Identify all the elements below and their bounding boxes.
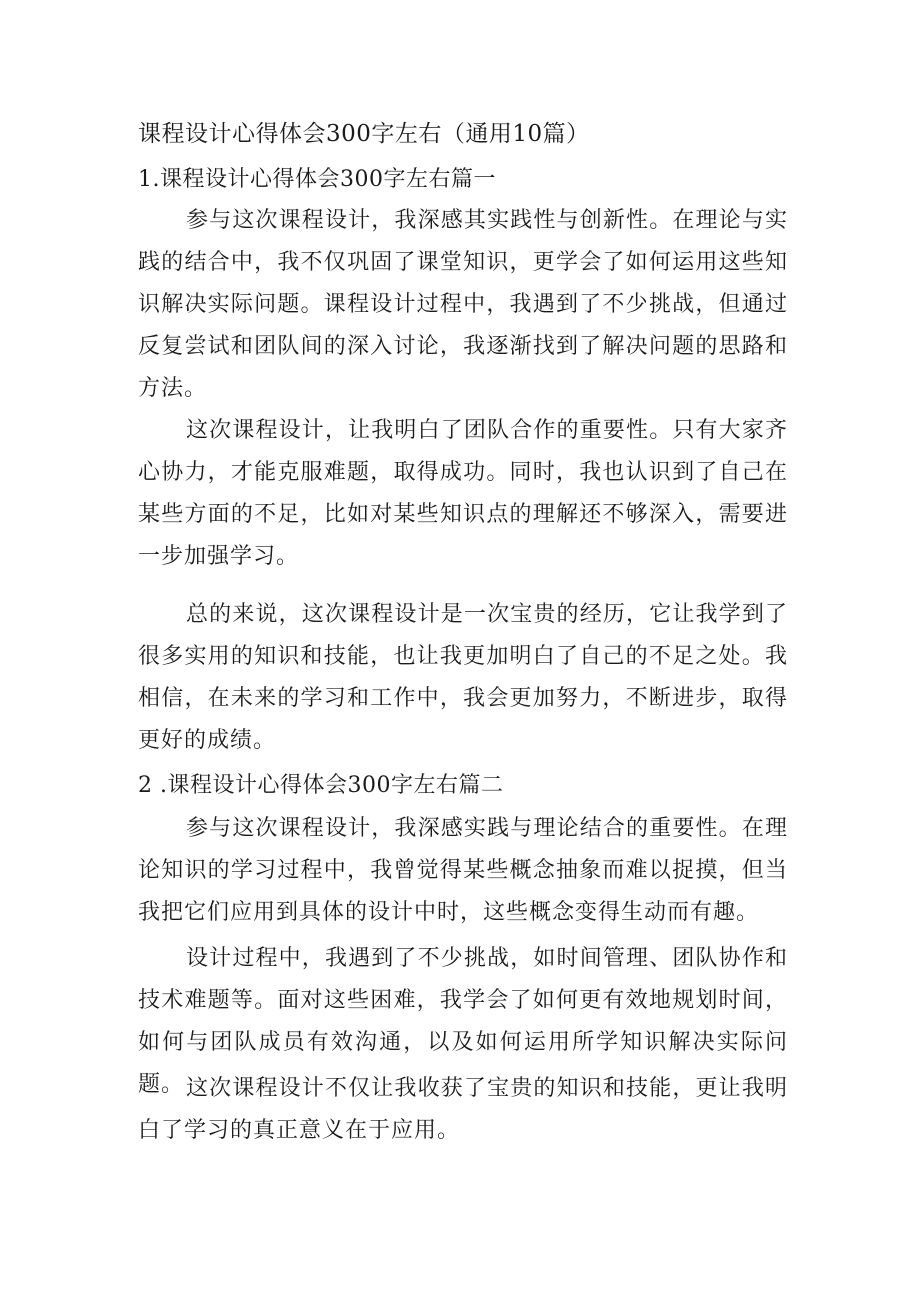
paragraph: 这次课程设计不仅让我收获了宝贵的知识和技能，更让我明白了学习的真正意义在于应用。 [138, 1076, 788, 1143]
document-title: 课程设计心得体会300字左右（通用10篇） [138, 121, 590, 147]
section-heading-2: 2 .课程设计心得体会300字左右篇二 [138, 773, 504, 798]
paragraph: 总的来说，这次课程设计是一次宝贵的经历，它让我学到了很多实用的知识和技能，也让我更加明白了自己的不足之处。我相信，在未来的学习和工作中，我会更加努力，不断进步，取得更好的成绩。 [138, 602, 788, 753]
paragraph: 这次课程设计，让我明白了团队合作的重要性。只有大家齐心协力，才能克服难题，取得成功。同时，我也认识到了自己在某些方面的不足，比如对某些知识点的理解还不够深入，需要进一步加强学习。 [138, 418, 788, 569]
paragraph: 设计过程中，我遇到了不少挑战，如时间管理、团队协作和技术难题等。面对这些困难，我学会了如何更有效地规划时间，如何与团队成员有效沟通，以及如何运用所学知识解决实际问题。 [138, 946, 788, 1097]
paragraph: 参与这次课程设计，我深感实践与理论结合的重要性。在理论知识的学习过程中，我曾觉得某些概念抽象而难以捉摸，但当我把它们应用到具体的设计中时，这些概念变得生动而有趣。 [138, 816, 788, 925]
section-heading-1: 1.课程设计心得体会300字左右篇一 [138, 167, 496, 192]
paragraph: 参与这次课程设计，我深感其实践性与创新性。在理论与实践的结合中，我不仅巩固了课堂知识，更学会了如何运用这些知识解决实际问题。课程设计过程中，我遇到了不少挑战，但通过反复尝试和团队间的深入讨论，我逐渐找到了解决问题的思路和方法。 [138, 208, 788, 401]
